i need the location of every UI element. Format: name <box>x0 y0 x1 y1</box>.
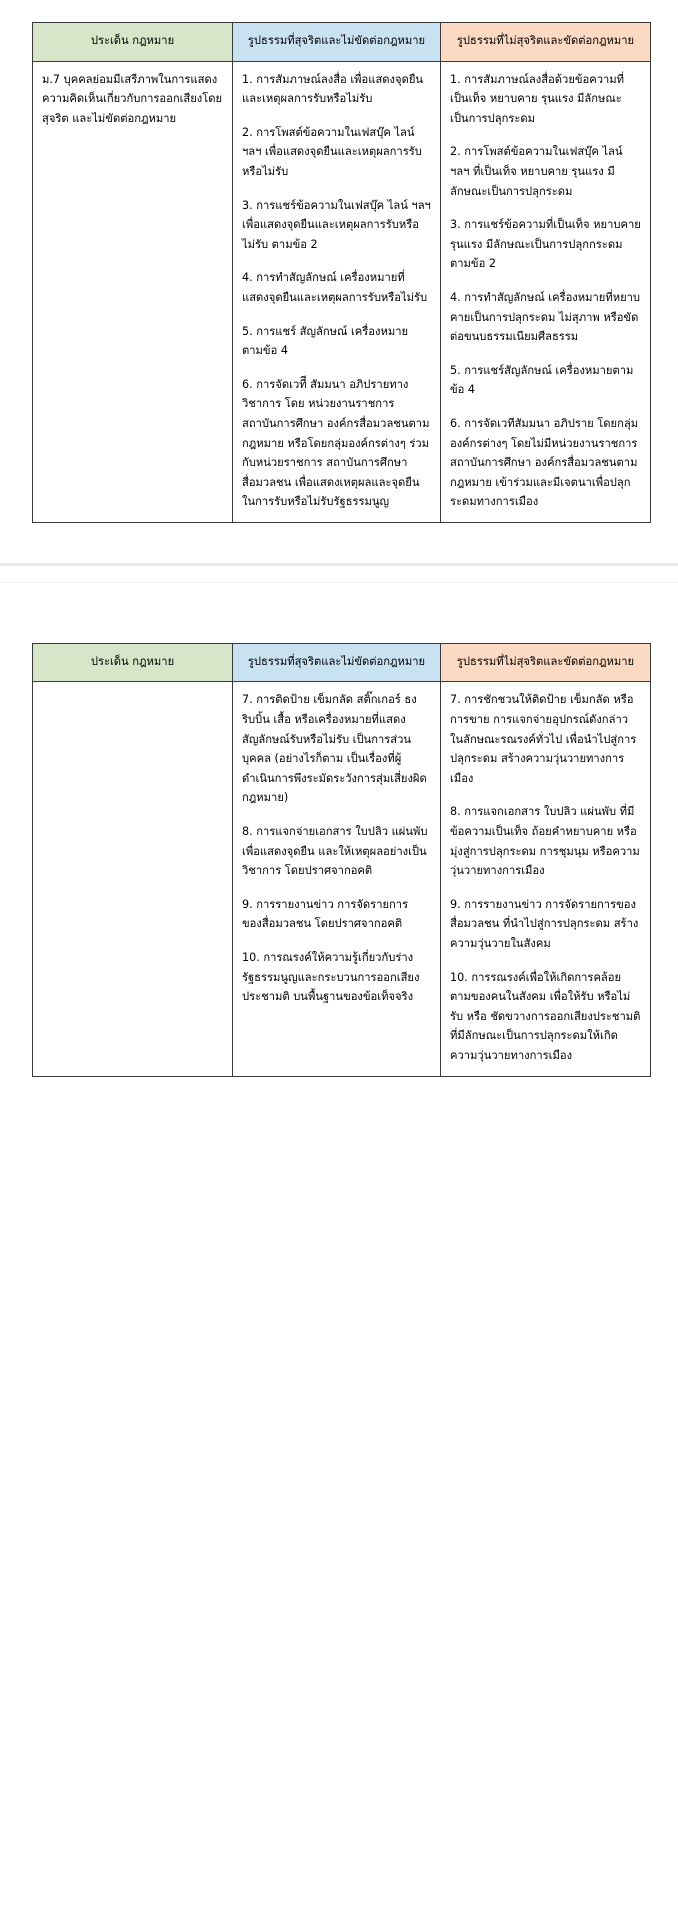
column-header-unlawful: รูปธรรมที่ไม่สุจริตและขัดต่อกฎหมาย <box>441 23 651 62</box>
list-item: 8. การแจกจ่ายเอกสาร ใบปลิว แผ่นพับ เพื่อแสดงจุดยืน และให้เหตุผลอย่างเป็นวิชาการ โดยปราศจากอคติ <box>242 825 428 878</box>
list-item: 4. การทำสัญลักษณ์ เครื่องหมายที่แสดงจุดยืนและเหตุผลการรับหรือไม่รับ <box>242 271 428 304</box>
list-item: 1. การสัมภาษณ์ลงสื่อด้วยข้อความที่เป็นเท็จ หยาบคาย รุนแรง มีลักษณะเป็นการปลุกระดม <box>450 72 625 125</box>
list-item: 8. การแจกเอกสาร ใบปลิว แผ่นพับ ที่มีข้อความเป็นเท็จ ถ้อยคำหยาบคาย หรือ มุ่งสู่การปลุกระดม การชุมนุม หรือความวุ่นวายทางการเมือง <box>450 805 640 878</box>
list-item: 2. การโพสต์ข้อความในเฟสบุ๊ค ไลน์ ฯลฯ เพื่อแสดงจุดยืนและเหตุผลการรับหรือไม่รับ <box>242 125 422 178</box>
list-item: 3. การแชร์ข้อความที่เป็นเท็จ หยาบคาย รุนแรง มีลักษณะเป็นการปลุกกระดมตามข้อ 2 <box>450 218 641 271</box>
document-page-2 <box>0 583 678 1099</box>
column-header-issue: ประเด็น กฎหมาย <box>33 643 233 682</box>
comparison-table-page-1 <box>32 22 651 523</box>
issue-text-p1: ม.7 บุคคลย่อมมีเสรีภาพในการแสดงความคิดเห็นเกี่ยวกับการออกเสียงโดยสุจริต และไม่ขัดต่อกฎหมาย <box>42 72 223 125</box>
list-item: 7. การชักชวนให้ติดป้าย เข็มกลัด หรือ การขาย การแจกจ่ายอุปกรณ์ดังกล่าวในลักษณะรณรงค์ทั่วไป เพื่อนำไปสู่การปลุกระดม สร้างความวุ่นวายทางการเมือง <box>450 693 637 785</box>
cell-unlawful-p2 <box>441 682 651 1076</box>
page-divider <box>0 563 678 583</box>
cell-issue-p1 <box>33 61 233 522</box>
list-item: 6. การจัดเวทีี สัมมนา อภิปรายทางวิชาการ โดย หน่วยงานราชการ สถาบันการศึกษา องค์กรสื่อมวลชนตามกฎหมาย หรือโดยกลุ่มองค์กรต่างๆ ร่วมกับหน่วยราชการ สถาบันการศึกษา สื่อมวลชน เพื่อแสดงเหตุผลและจุดยืนในการรับหรือไม่รับรัฐธรรมนูญ <box>242 377 430 509</box>
list-item: 6. การจัดเวทีสัมมนา อภิปราย โดยกลุ่มองค์กรต่างๆ โดยไม่มีหน่วยงานราชการ สถาบันการศึกษา องค์กรสื่อมวลชนตามกฎหมาย เข้าร่วมและมีเจตนาเพื่อปลุกระดมทางการเมือง <box>450 416 639 509</box>
cell-issue-p2 <box>33 682 233 1076</box>
list-item: 7. การติดป้าย เข็มกลัด สติ๊กเกอร์ ธง ริบบิ้น เสื้อ หรือเครื่องหมายที่แสดงสัญลักษณ์รับหรือไม่รับ เป็นการส่วนบุคคล (อย่างไรก็ตาม เป็นเรื่องที่ผู้ดำเนินการพึงระมัดระวังการสุ่มเสี่ยงผิดกฎหมาย) <box>242 693 427 805</box>
column-header-unlawful: รูปธรรมที่ไม่สุจริตและขัดต่อกฎหมาย <box>441 643 651 682</box>
table-header-row <box>33 643 651 682</box>
list-item: 9. การรายงานข่าว การจัดรายการ ของสื่อมวลชน โดยปราศจากอคติ <box>242 897 409 931</box>
table-row <box>33 682 651 1076</box>
list-item: 10. การรณรงค์เพื่อให้เกิดการคล้อยตามของคนในสังคม เพื่อให้รับ หรือไม่รับ หรือ ชัดขวางการออกเสียงประชามติ ที่มีลักษณะเป็นการปลุกระดมให้เกิดความวุ่นวายทางการเมือง <box>450 970 641 1062</box>
column-header-lawful: รูปธรรมที่สุจริตและไม่ขัดต่อกฎหมาย <box>233 23 441 62</box>
list-item: 9. การรายงานข่าว การจัดรายการของสื่อมวลชน ที่นำไปสู่การปลุกระดม สร้างความวุ่นวายในสังคม <box>450 897 639 950</box>
cell-lawful-p2 <box>233 682 441 1076</box>
column-header-issue: ประเด็น กฎหมาย <box>33 23 233 62</box>
table-header-row <box>33 23 651 62</box>
list-item: 4. การทำสัญลักษณ์ เครื่องหมายที่หยาบคายเป็นการปลุกระดม ไม่สุภาพ หรือขัดต่อขนบธรรมเนียมศีลธรรม <box>450 290 641 344</box>
list-item: 5. การแชร์สัญลักษณ์ เครื่องหมายตามข้อ 4 <box>450 363 634 397</box>
cell-lawful-p1 <box>233 61 441 522</box>
column-header-lawful: รูปธรรมที่สุจริตและไม่ขัดต่อกฎหมาย <box>233 643 441 682</box>
list-item: 2. การโพสต์ข้อความในเฟสบุ๊ค ไลน์ ฯลฯ ที่เป็นเท็จ หยาบคาย รุนแรง มีลักษณะเป็นการปลุกระดม <box>450 145 623 198</box>
comparison-table-page-2 <box>32 643 651 1077</box>
document-page-1 <box>0 0 678 545</box>
list-item: 5. การแชร์ สัญลักษณ์ เครื่องหมาย ตามข้อ 4 <box>242 324 409 358</box>
list-item: 10. การณรงค์ให้ความรู้เกี่ยวกับร่างรัฐธรรมนูญและกระบวนการออกเสียงประชามติ บนพื้นฐานของข้อเท็จจริง <box>242 951 420 1004</box>
list-item: 3. การแชร์ข้อความในเฟสบุ๊ค ไลน์ ฯลฯ เพื่อแสดงจุดยืนและเหตุผลการรับหรือไม่รับ ตามข้อ 2 <box>242 198 431 251</box>
list-item: 1. การสัมภาษณ์ลงสื่อ เพื่อแสดงจุดยืนและเหตุผลการรับหรือไม่รับ <box>242 72 424 106</box>
table-row <box>33 61 651 522</box>
cell-unlawful-p1 <box>441 61 651 522</box>
